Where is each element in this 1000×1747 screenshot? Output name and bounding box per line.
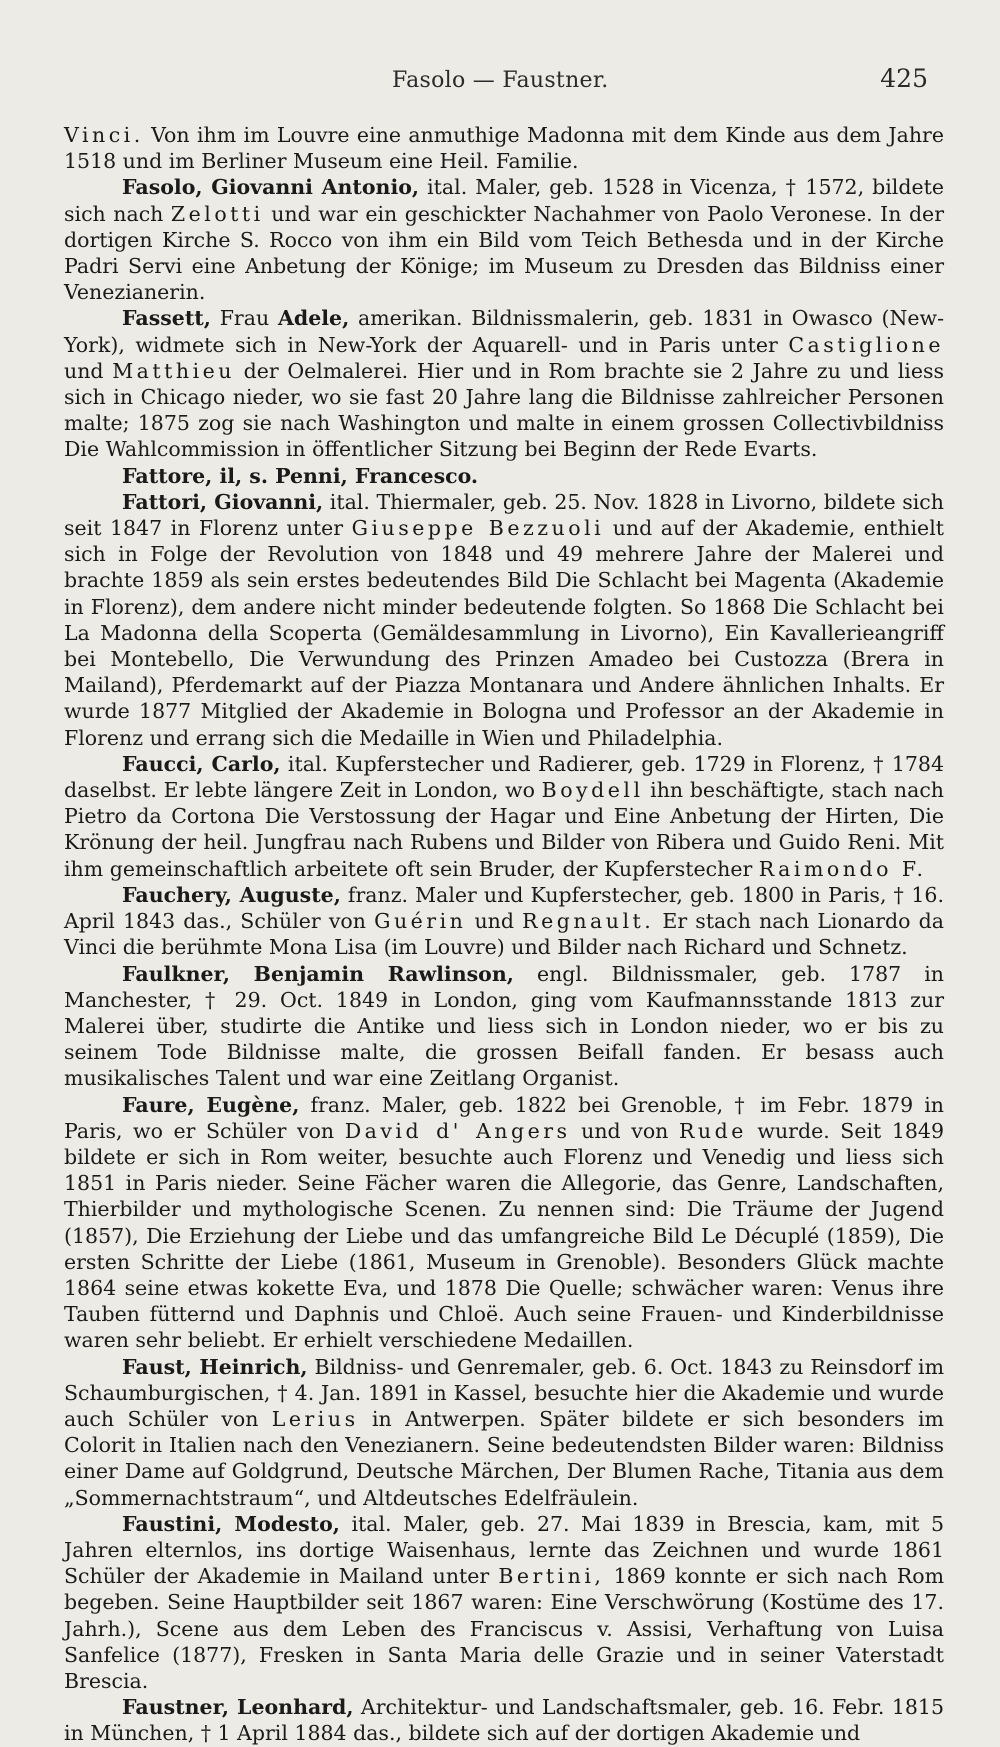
entry-faustner [64,1694,944,1746]
entry-text: und [466,909,523,934]
entry-faustini [64,1511,944,1694]
entry-name: Fassett, [122,306,211,331]
entry-text: ital. Maler, geb. 1528 in Vicenza, † 1572, bildete sich nach [64,175,944,226]
entry-name: Faustini, Modesto, [122,1511,340,1536]
entry-text: in Antwerpen. Später bildete er sich besonders im Colorit in Italien nach den Venezianern. Seine bedeutendsten Bilder waren: Bildniss einer Dame auf Goldgrund, Deutsche Märchen, Der Blumen Rache, Titania aus dem „Sommernachtstraum“, und Altdeutsches Edelfräulein. [64,1406,944,1510]
entry-text: franz. Maler und Kupferstecher, geb. 1800 in Paris, † 16. April 1843 das., Schüler von [64,882,944,934]
spaced-name: Castiglione [788,332,944,357]
spaced-name: Matthieu [112,358,235,383]
entry-faulkner [64,961,944,1092]
entry-text: franz. Maler, geb. 1822 bei Grenoble, † im Febr. 1879 in Paris, wo er Schüler von [64,1092,944,1143]
continuation-text: Von ihm im Louvre eine anmuthige Madonna mit dem Kinde aus dem Jahre 1518 und im Berliner Museum eine Heil. Familie. [64,123,944,174]
entry-faure [64,1092,944,1354]
spaced-name: Boydell [541,778,644,803]
page-header [0,64,1000,102]
entry-text: wurde. Seit 1849 bildete er sich in Rom weiter, besuchte auch Florenz und Venedig und liess sich 1851 in Paris nieder. Seine Fächer waren die Allegorie, das Genre, Landschaften, Thierbilder und mythologische Scenen. Zu nennen sind: Die Träume der Jugend (1857), Die Erziehung der Liebe und das umfangreiche Bild Le Décuplé (1859), Die ersten Schritte der Liebe (1861, Museum in Grenoble). Besonders Glück machte 1864 seine etwas kokette Eva, und 1878 Die Quelle; schwächer waren: Venus ihre Tauben fütternd und Daphnis und Chloë. Auch seine Frauen- und Kinderbildnisse waren sehr beliebt. Er erhielt verschiedene Medaillen. [64,1118,944,1353]
entry-text: ihn beschäftigte, stach nach Pietro da Cortona Die Verstossung der Hagar und Eine Anbetung der Hirten, Die Krönung der heil. Jungfrau nach Rubens und Bilder von Ribera und Guido Reni. Mit ihm gemeinschaftlich arbeitete oft sein Bruder, der Kupferstecher [64,778,945,881]
entry-name: Faust, Heinrich, [122,1354,308,1379]
spaced-name: Regnault. [522,909,655,934]
entry-text: ital. Thiermaler, geb. 25. Nov. 1828 in Livorno, bildete sich seit 1847 in Florenz unter [64,489,944,541]
entry-name: Fasolo, Giovanni Antonio, [122,175,420,200]
entry-text: ital. Kupferstecher und Radierer, geb. 1729 in Florenz, † 1784 daselbst. Er lebte längere Zeit in London, wo [64,751,944,803]
spaced-name: Lerius [271,1406,359,1431]
spaced-name: Zelotti [170,201,264,226]
spaced-name: Raimondo F. [758,856,927,881]
spaced-name: Guérin [374,909,467,934]
entry-name: Fattori, Giovanni, [122,489,324,514]
continuation-artist: Vinci. [64,123,144,147]
entry-name: Faustner, Leonhard, [122,1695,354,1720]
spaced-name: Bertini, [498,1564,605,1589]
entry-text: amerikan. Bildnissmalerin, geb. 1831 in Owasco (New-York), widmete sich in New-York der Aquarell- und in Paris unter [64,306,945,357]
entry-fattore [64,463,944,489]
entry-faust [64,1354,944,1511]
entry-fassett [64,305,944,462]
entry-fauchery [64,882,944,961]
page-body [64,122,944,1747]
entry-text: und war ein geschickter Nachahmer von Paolo Veronese. In der dortigen Kirche S. Rocco von ihm ein Bild vom Teich Bethesda und in der Kirche Padri Servi eine Anbetung der Könige; im Museum zu Dresden das Bildniss einer Venezianerin. [64,201,944,305]
continuation-paragraph [64,122,944,174]
entry-faucci [64,751,944,882]
entry-fattori [64,489,944,751]
entry-text: Bildniss- und Genremaler, geb. 6. Oct. 1843 zu Reinsdorf im Schaumburgischen, † 4. Jan. 1891 in Kassel, besuchte hier die Akademie und wurde auch Schüler von [64,1354,945,1431]
entry-text: der Oelmalerei. Hier und in Rom brachte sie 2 Jahre zu und liess sich in Chicago nieder, wo sie fast 20 Jahre lang die Bildnisse zahlreicher Personen malte; 1875 zog sie nach Washington und malte in einem grossen Collectivbildniss Die Wahlcommission in öffentlicher Sitzung bei Beginn der Rede Evarts. [64,358,945,462]
entry-text: Er stach nach Lionardo da Vinci die berühmte Mona Lisa (im Louvre) und Bilder nach Richard und Schnetz. [64,909,944,960]
running-head: Fasolo — Faustner. [392,68,609,93]
entry-text: Architektur- und Landschaftsmaler, geb. 16. Febr. 1815 in München, † 1 April 1884 das., bildete sich auf der dortigen Akademie und [64,1695,944,1746]
entry-name: Fauchery, Auguste, [122,882,341,907]
page-number: 425 [880,64,928,93]
spaced-name: Giuseppe Bezzuoli [351,516,605,541]
entry-name: Fattore, il, s. Penni, Francesco. [122,463,479,488]
spaced-name: Rude [678,1118,747,1143]
entry-text: und [64,358,113,383]
entry-text: Frau [210,306,278,331]
entry-name: Faucci, Carlo, [122,751,281,776]
spaced-name: David d' Angers [344,1118,571,1143]
entry-fasolo [64,174,944,305]
entry-name: Faulkner, Benjamin Rawlinson, [122,961,514,986]
entry-name-secondary: Adele, [277,306,350,331]
entry-text: und auf der Akademie, enthielt sich in Folge der Revolution von 1848 und 49 mehrere Jahre der Malerei und brachte 1859 als sein erstes bedeutendes Bild Die Schlacht bei Magenta (Akademie in Florenz), dem andere nicht minder bedeutende folgten. So 1868 Die Schlacht bei La Madonna della Scoperta (Gemäldesammlung in Livorno), Ein Kavallerieangriff bei Montebello, Die Verwundung des Prinzen Amadeo bei Custozza (Brera in Mailand), Pferdemarkt auf der Piazza Montanara und Andere ähnlichen Inhalts. Er wurde 1877 Mitglied der Akademie in Bologna und Professor an der Akademie in Florenz und errang sich die Medaille in Wien und Philadelphia. [64,516,944,750]
entry-text: 1869 konnte er sich nach Rom begeben. Seine Hauptbilder seit 1867 waren: Eine Verschwörung (Kostüme des 17. Jahrh.), Scene aus dem Leben des Franciscus v. Assisi, Verhaftung von Luisa Sanfelice (1877), Fresken in Santa Maria delle Grazie und in seiner Vaterstadt Brescia. [64,1564,945,1693]
entry-text: und von [570,1118,679,1143]
entry-text: engl. Bildnissmaler, geb. 1787 in Manchester, † 29. Oct. 1849 in London, ging vom Kaufmannsstande 1813 zur Malerei über, studirte die Antike und liess sich in London nieder, wo er bis zu seinem Tode Bildnisse malte, die grossen Beifall fanden. Er besass auch musikalisches Talent und war eine Zeitlang Organist. [64,961,945,1091]
entry-name: Faure, Eugène, [122,1092,300,1117]
entry-text: ital. Maler, geb. 27. Mai 1839 in Brescia, kam, mit 5 Jahren elternlos, ins dortige Waisenhaus, lernte das Zeichnen und wurde 1861 Schüler der Akademie in Mailand unter [64,1511,944,1589]
